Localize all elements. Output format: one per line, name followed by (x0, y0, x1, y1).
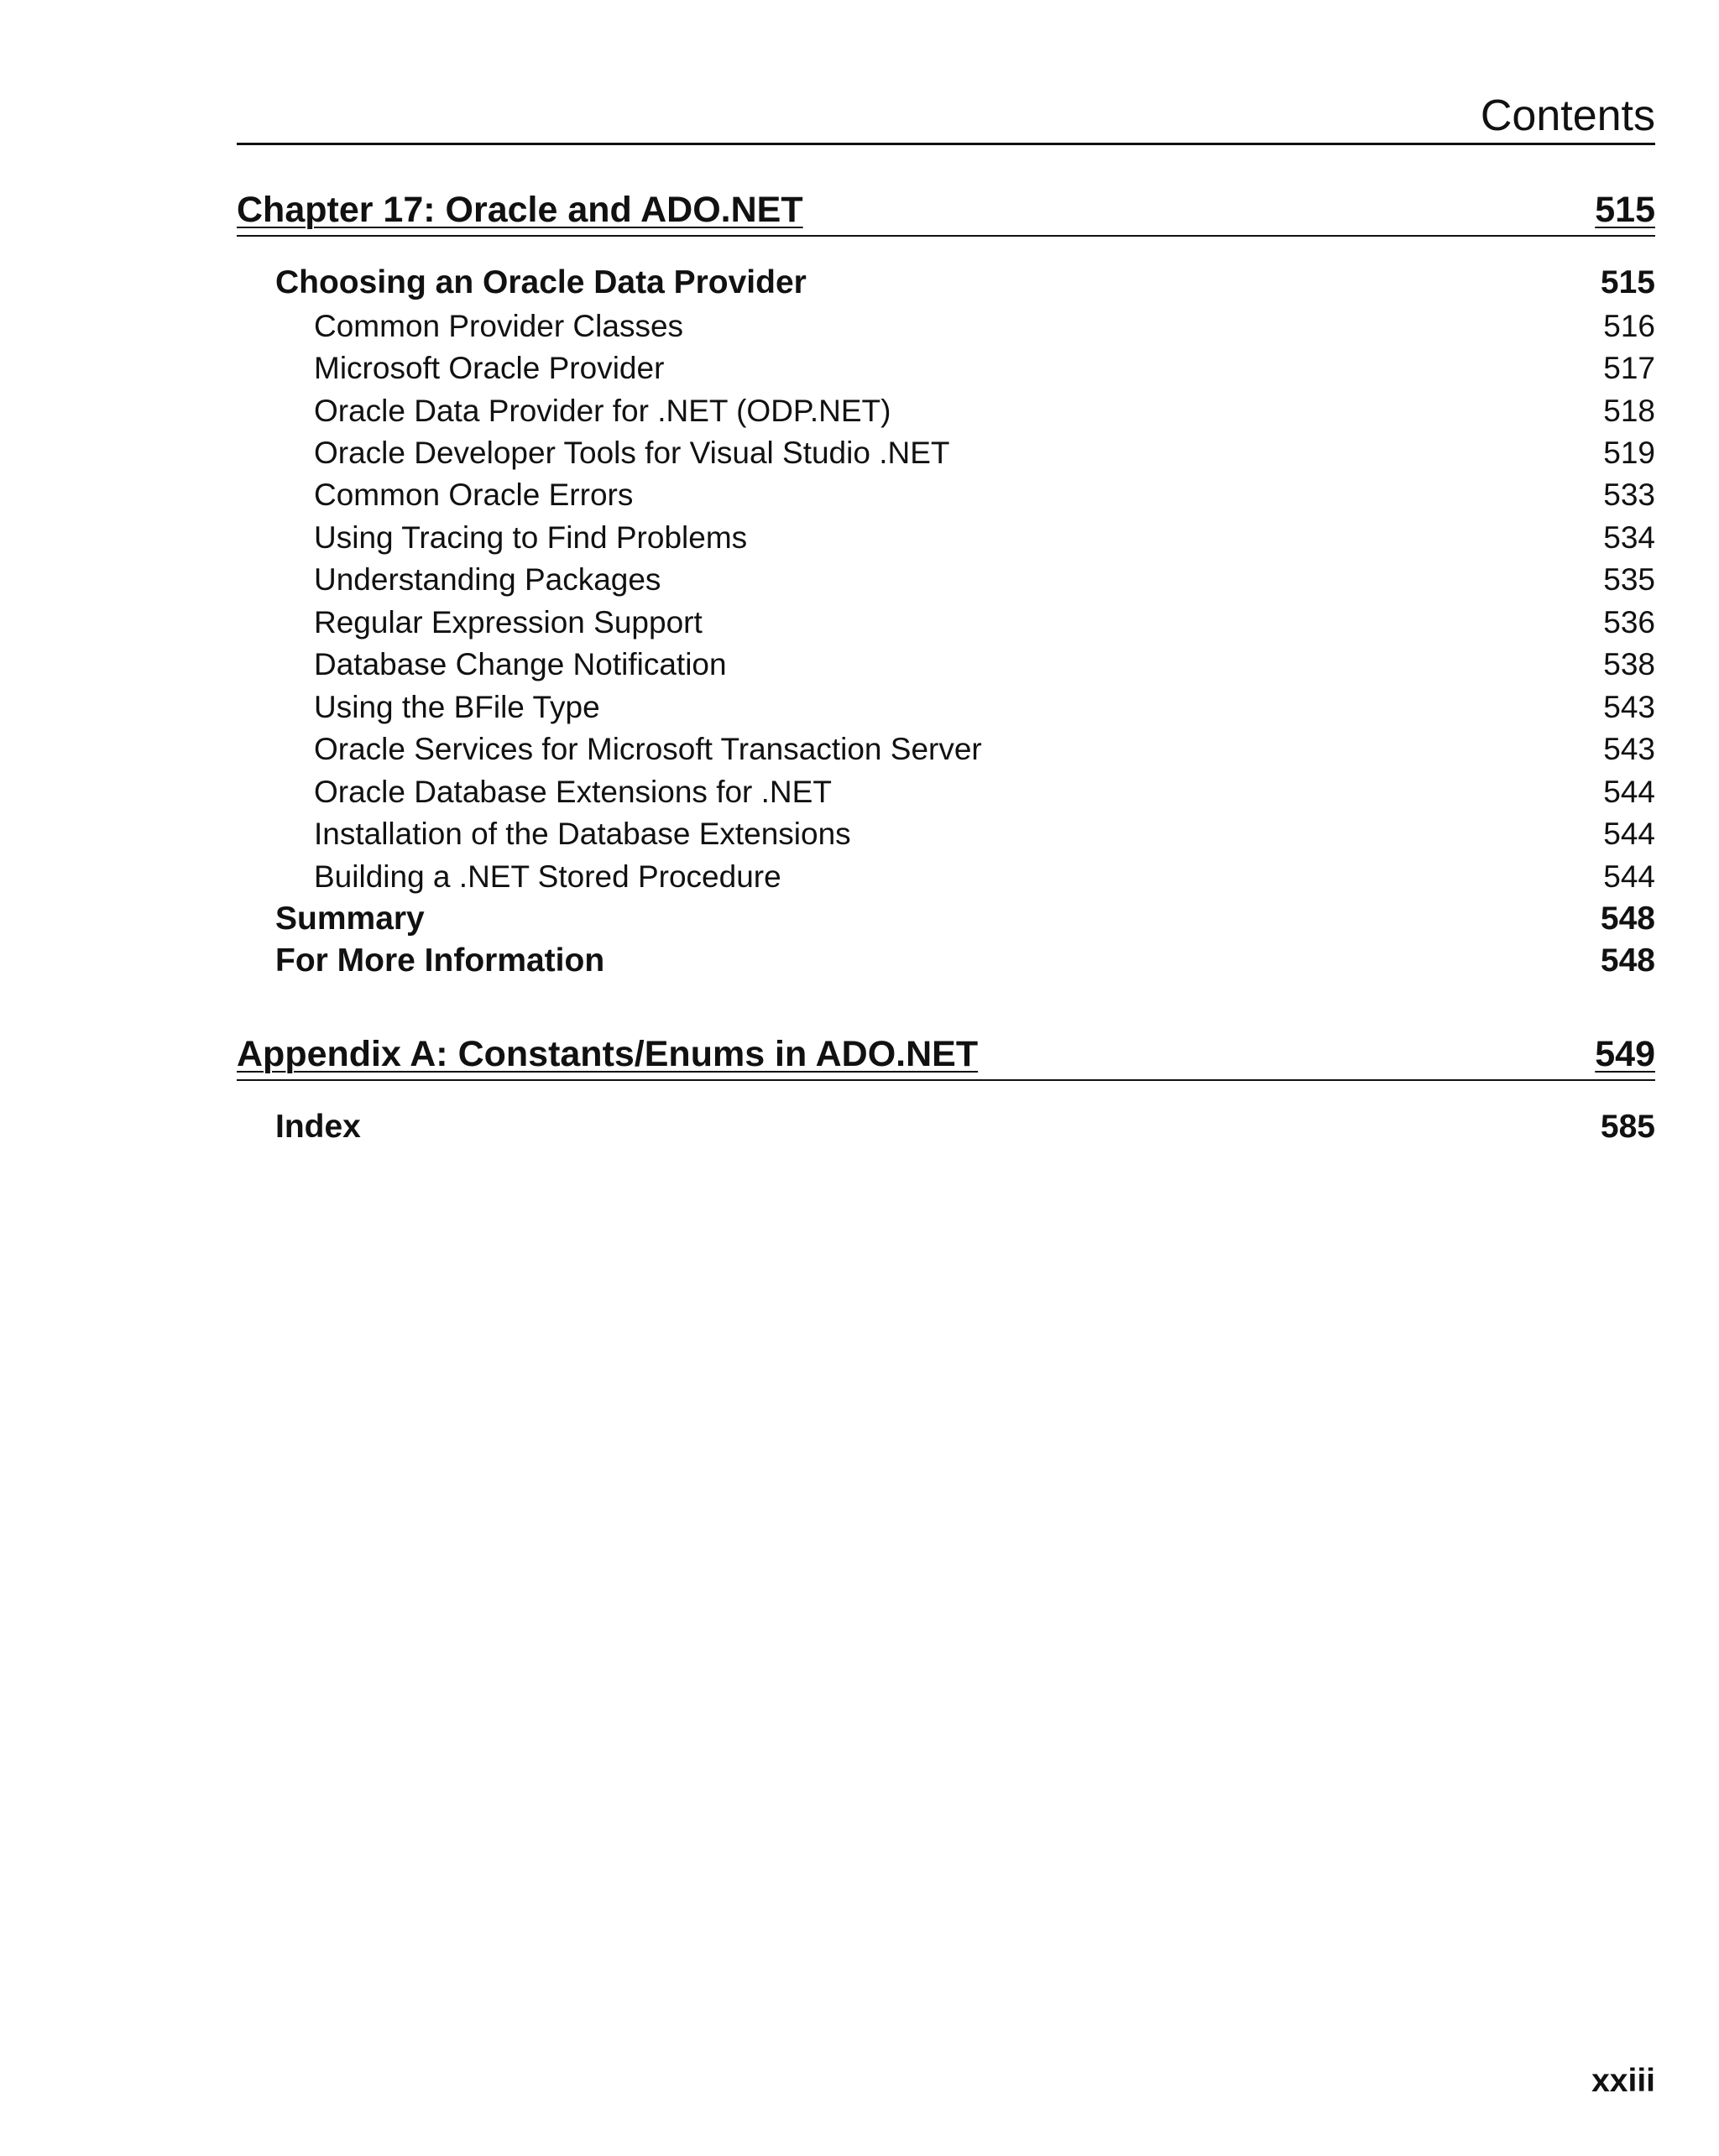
toc-entry-label: Regular Expression Support (314, 605, 703, 639)
toc-entry-page: 534 (1603, 520, 1655, 555)
toc-entry[interactable] (314, 347, 1655, 389)
toc-entry-label: Database Change Notification (314, 647, 727, 681)
toc-entry-label: Using Tracing to Find Problems (314, 520, 748, 555)
toc-entry-page: 519 (1603, 436, 1655, 470)
toc-section-label: Summary (275, 901, 425, 937)
toc-entry[interactable] (314, 771, 1655, 813)
toc-section[interactable] (275, 898, 1655, 940)
toc-entry-label: Building a .NET Stored Procedure (314, 859, 781, 894)
toc-entry[interactable] (314, 856, 1655, 898)
toc-index-label: Index (275, 1109, 361, 1145)
toc-index-page: 585 (1600, 1109, 1655, 1145)
toc-entry[interactable] (314, 390, 1655, 432)
toc-entry-label: Microsoft Oracle Provider (314, 351, 665, 385)
toc-entry-label: Oracle Developer Tools for Visual Studio .NET (314, 436, 950, 470)
toc-entry-page: 544 (1603, 817, 1655, 851)
running-head: Contents (1480, 91, 1655, 140)
toc-entry-page: 544 (1603, 775, 1655, 809)
toc-entry-label: Common Provider Classes (314, 309, 684, 343)
toc-section-label: For More Information (275, 942, 605, 979)
toc-section[interactable] (275, 940, 1655, 982)
toc-entry[interactable] (314, 728, 1655, 770)
toc-entry-page: 517 (1603, 351, 1655, 385)
header-rule (237, 143, 1655, 145)
toc-chapter-label: Chapter 17: Oracle and ADO.NET (237, 190, 803, 230)
toc-entry-label: Oracle Services for Microsoft Transaction Server (314, 732, 982, 766)
toc-section-page: 548 (1600, 901, 1655, 937)
toc-entry-page: 543 (1603, 732, 1655, 766)
toc-entry-page: 516 (1603, 309, 1655, 343)
toc-appendix-a[interactable] (237, 1029, 1655, 1081)
toc-entry-label: Oracle Data Provider for .NET (ODP.NET) (314, 394, 891, 428)
toc-entry[interactable] (314, 305, 1655, 347)
toc-entry[interactable] (314, 559, 1655, 601)
page-number: xxiii (1591, 2063, 1655, 2099)
toc-entry-label: Common Oracle Errors (314, 478, 634, 512)
toc-entry[interactable] (314, 602, 1655, 644)
toc-section-page: 515 (1600, 264, 1655, 300)
toc-entry-page: 535 (1603, 562, 1655, 597)
toc-section[interactable] (275, 262, 1655, 304)
toc-index[interactable] (275, 1106, 1655, 1148)
toc-entry-page: 538 (1603, 647, 1655, 681)
toc-entry[interactable] (314, 432, 1655, 474)
toc-entry[interactable] (314, 517, 1655, 559)
toc-entry-page: 543 (1603, 690, 1655, 724)
toc-entry-label: Understanding Packages (314, 562, 661, 597)
toc-entry-label: Installation of the Database Extensions (314, 817, 851, 851)
toc-entry-label: Using the BFile Type (314, 690, 600, 724)
toc-entry[interactable] (314, 813, 1655, 855)
toc-entry[interactable] (314, 686, 1655, 728)
toc-entry-page: 536 (1603, 605, 1655, 639)
toc-chapter-17[interactable] (237, 185, 1655, 237)
toc-entry-page: 518 (1603, 394, 1655, 428)
toc-chapter-page: 515 (1595, 190, 1655, 230)
toc-entry[interactable] (314, 474, 1655, 516)
toc-appendix-page: 549 (1595, 1034, 1655, 1074)
toc-appendix-label: Appendix A: Constants/Enums in ADO.NET (237, 1034, 979, 1074)
toc-entry-label: Oracle Database Extensions for .NET (314, 775, 832, 809)
toc-section-page: 548 (1600, 942, 1655, 979)
toc-entry[interactable] (314, 644, 1655, 686)
toc-entry-page: 533 (1603, 478, 1655, 512)
toc-section-label: Choosing an Oracle Data Provider (275, 264, 807, 300)
toc-entry-page: 544 (1603, 859, 1655, 894)
toc-page (237, 0, 1655, 2156)
